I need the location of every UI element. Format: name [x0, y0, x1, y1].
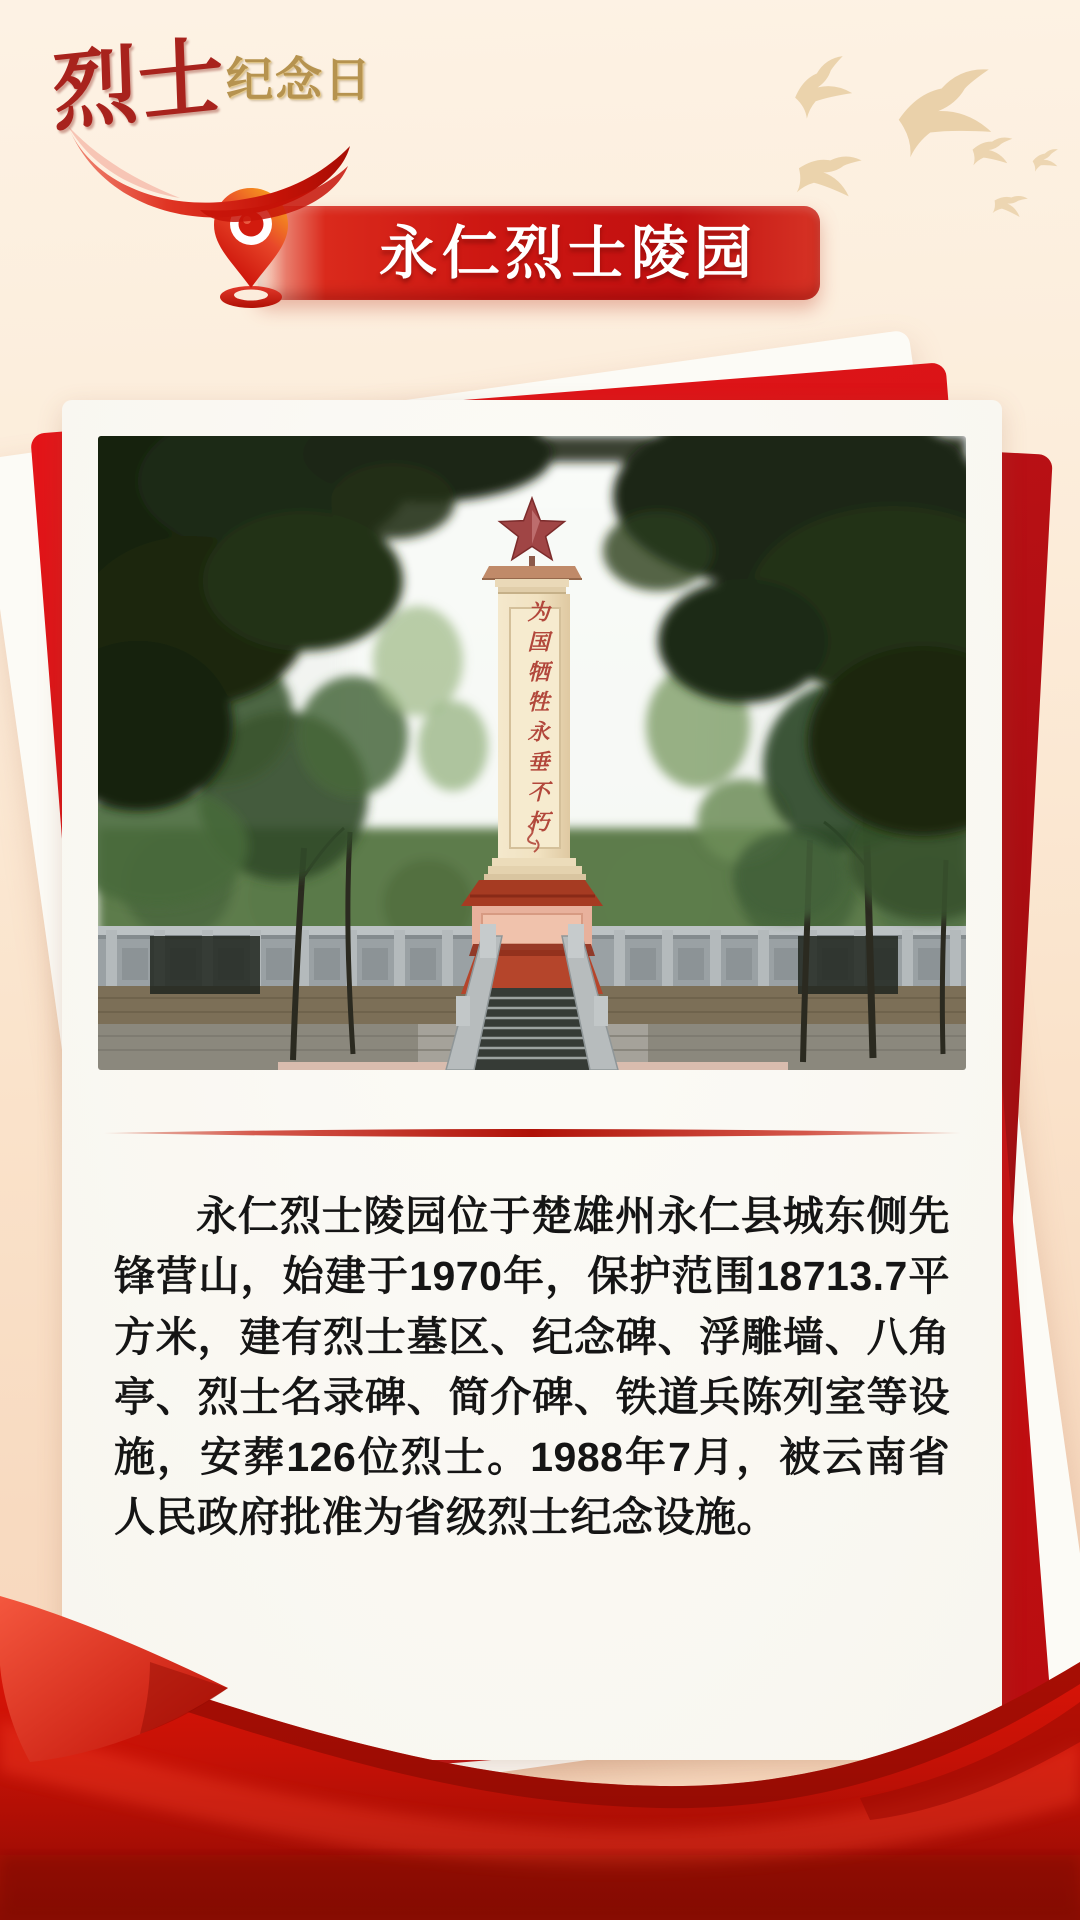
martyrs-day-logo — [50, 27, 392, 192]
divider-line — [98, 1126, 966, 1140]
monument-inscription: 为国牺牲永垂不朽 — [525, 600, 550, 840]
red-silk-ribbon — [0, 1570, 1080, 1920]
logo-text — [50, 27, 373, 143]
content-card — [62, 400, 1002, 1760]
memorial-photo — [98, 436, 966, 1070]
logo-main-characters: 烈士 — [50, 27, 226, 143]
description-paragraph: 永仁烈士陵园位于楚雄州永仁县城东侧先锋营山，始建于1970年，保护范围18713.7平方米，建有烈士墓区、纪念碑、浮雕墙、八角亭、烈士名录碑、简介碑、铁道兵陈列室等设施，安葬126位烈士。1988年7月，被云南省人民政府批准为省级烈士纪念设施。 — [114, 1193, 950, 1541]
logo-sub-characters: 纪念日 — [226, 53, 373, 106]
cemetery-title: 永仁烈士陵园 — [378, 221, 757, 286]
